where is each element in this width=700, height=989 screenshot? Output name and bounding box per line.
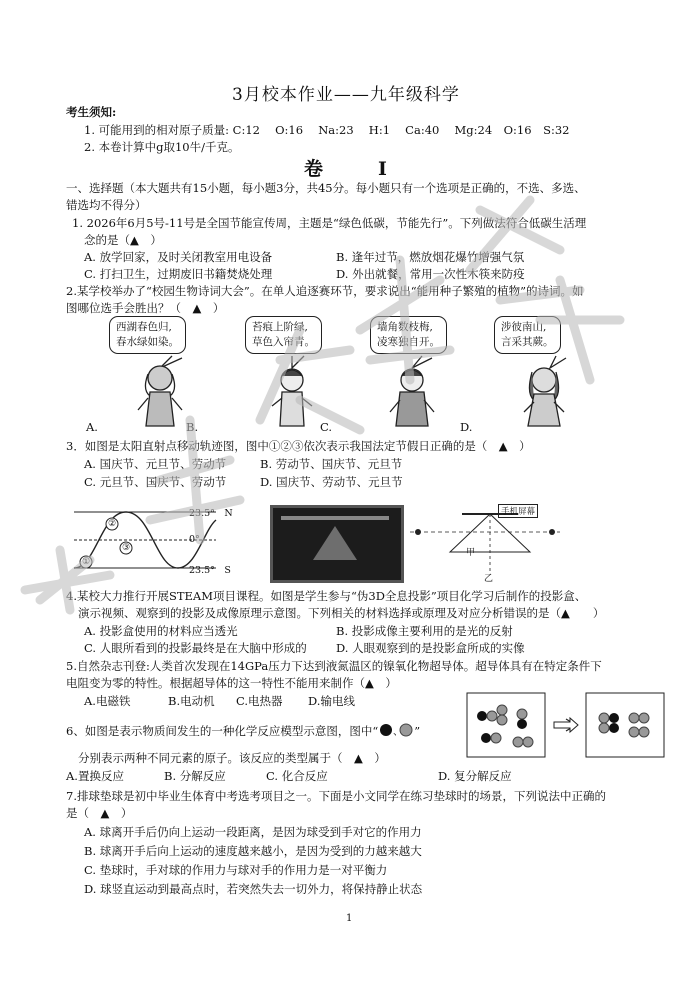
- q2-stem-cont: 图哪位选手会胜出？（ ▲ ）: [66, 301, 225, 315]
- reaction-model-diagram: [466, 692, 666, 758]
- q2-bubble-a-line2: 春水绿如染。: [116, 336, 179, 348]
- q5-option-d: D.输电线: [308, 694, 355, 708]
- q2-bubble-a-line1: 西湖春色归,: [116, 321, 172, 333]
- marker-1: ①: [82, 557, 91, 567]
- notice-line-2: 2. 本卷计算中g取10牛/千克。: [84, 140, 240, 154]
- marker-2: ②: [108, 519, 117, 529]
- q7-stem-cont: 是（ ▲ ）: [66, 806, 133, 820]
- q2-students-illustration: [60, 350, 660, 430]
- q3-option-b: B. 劳动节、国庆节、元旦节: [260, 457, 403, 471]
- volume-title: 卷 I: [304, 158, 405, 180]
- student-c-figure: [390, 369, 434, 426]
- q6-option-a: A.置换反应: [66, 769, 124, 783]
- equator-label: 0°: [189, 534, 200, 545]
- q2-bubble-d-line1: 涉彼南山,: [501, 321, 547, 333]
- q2-label-c: C.: [320, 420, 333, 434]
- q4-option-a: A. 投影盒使用的材料应当透光: [84, 624, 238, 638]
- q2-bubble-c-line1: 墙角数枝梅,: [377, 321, 433, 333]
- q6-stem-text: 6、如图是表示物质间发生的一种化学反应模型示意图，图中“: [66, 724, 379, 738]
- q2-bubble-b-line2: 草色入帘青。: [252, 336, 315, 348]
- q6-option-c: C. 化合反应: [266, 769, 328, 783]
- page-title: 3月校本作业——九年级科学: [232, 85, 460, 105]
- q1-stem: 1. 2026年6月5号-11号是全国节能宣传周，主题是“绿色低碳，节能先行”。下列做法符合低碳生活理: [72, 216, 587, 230]
- q5-option-a: A.电磁铁: [84, 694, 131, 708]
- student-a-figure: [138, 366, 182, 426]
- q2-bubble-c-line2: 凌寒独自开。: [377, 336, 440, 348]
- lat-north-label: 23.5° N: [189, 508, 233, 519]
- q7-option-b: B. 球离开手后向上运动的速度越来越小，是因为受到的力越来越大: [84, 844, 422, 858]
- q2-label-d: D.: [460, 420, 473, 434]
- notice-heading: 考生须知:: [66, 105, 117, 119]
- q5-stem-cont: 电阻变为零的特性。根据超导体的这一特性不能用来制作（▲ ）: [66, 676, 397, 690]
- q6-stem: [66, 723, 420, 739]
- q7-stem: 7.排球垫球是初中毕业生体育中考选考项目之一。下面是小文同学在练习垫球时的场景，下列说法中正确的: [66, 789, 606, 803]
- q2-bubble-c: [370, 316, 447, 354]
- label-jia: 甲: [466, 548, 476, 558]
- phone-screen-label: 手机屏幕: [498, 504, 538, 518]
- marker-3: ③: [122, 543, 131, 553]
- q2-label-b: B.: [186, 420, 199, 434]
- section-heading: 一、选择题（本大题共有15小题，每小题3分，共45分。每小题只有一个选项是正确的，不选、多选、: [66, 181, 586, 195]
- q3-stem: 3．如图是太阳直射点移动轨迹图，图中①②③依次表示我国法定节假日正确的是（ ▲ ）: [66, 439, 531, 453]
- q4-option-d: D. 人眼观察到的是投影盒所成的实像: [336, 641, 525, 655]
- lat-south-label: 23.5° S: [189, 565, 231, 576]
- q2-bubble-b: [245, 316, 322, 354]
- q6-stem-cont: 分别表示两种不同元素的原子。该反应的类型属于（ ▲ ）: [78, 751, 386, 765]
- q6-option-d: D. 复分解反应: [438, 769, 512, 783]
- q2-bubble-d: [494, 316, 561, 354]
- student-b-figure: [272, 369, 312, 426]
- q1-option-d: D. 外出就餐，常用一次性木筷来防疫: [336, 267, 525, 281]
- q5-stem: 5.自然杂志刊登:人类首次发现在14GPa压力下达到液氮温区的镍氧化物超导体。超导体具有在特定条件下: [66, 659, 602, 673]
- q1-option-b: B. 逢年过节，燃放烟花爆竹增强气氛: [336, 250, 525, 264]
- q6-option-b: B. 分解反应: [164, 769, 226, 783]
- q4-option-b: B. 投影成像主要利用的是光的反射: [336, 624, 513, 638]
- notice-line-1: 1. 可能用到的相对原子质量: C:12 O:16 Na:23 H:1 Ca:40 Mg:24 O:16 S:32: [84, 123, 570, 137]
- q3-option-a: A. 国庆节、元旦节、劳动节: [84, 457, 227, 471]
- q3-option-c: C. 元旦节、国庆节、劳动节: [84, 475, 227, 489]
- q2-bubble-d-line2: 言采其蕨。: [501, 336, 554, 348]
- q1-option-a: A. 放学回家，及时关闭教室用电设备: [84, 250, 273, 264]
- page-number: 1: [346, 913, 353, 924]
- svg-text:、: 、: [393, 727, 404, 737]
- q1-stem-cont: 念的是（▲ ）: [84, 233, 162, 247]
- q4-stem-cont: 演示视频、观察到的投影及成像原理示意图。下列相关的材料选择或原理及对应分析错误的是（▲ ）: [78, 606, 605, 620]
- q4-stem: 4.某校大力推行开展STEAM项目课程。如图是学生参与“伪3D全息投影”项目化学习后制作的投影盒、: [66, 589, 587, 603]
- q7-option-c: C. 垫球时，手对球的作用力与球对手的作用力是一对平衡力: [84, 863, 388, 877]
- q2-stem: 2.某学校举办了“校园生物诗词大会”。在单人追逐赛环节，要求说出“能用种子繁殖的植物”的诗词。如: [66, 284, 584, 298]
- section-heading-cont: 错选均不得分）: [66, 198, 147, 212]
- atom-legend-icon: [378, 723, 414, 737]
- q2-label-a: A.: [86, 420, 98, 434]
- q4-option-c: C. 人眼所看到的投影最终是在大脑中形成的: [84, 641, 307, 655]
- q7-option-a: A. 球离开手后仍向上运动一段距离，是因为球受到手对它的作用力: [84, 825, 422, 839]
- label-yi: 乙: [484, 574, 494, 584]
- q2-bubble-b-line1: 苔痕上阶绿,: [252, 321, 308, 333]
- student-d-figure: [524, 368, 564, 426]
- q5-option-b: B.电动机: [168, 694, 215, 708]
- q1-option-c: C. 打扫卫生，过期废旧书籍焚烧处理: [84, 267, 273, 281]
- q6-stem-text-end: ”: [414, 724, 421, 738]
- q2-bubble-a: [109, 316, 186, 354]
- q7-option-d: D. 球竖直运动到最高点时，若突然失去一切外力，将保持静止状态: [84, 882, 423, 896]
- q3-option-d: D. 国庆节、劳动节、元旦节: [260, 475, 403, 489]
- q5-option-c: C.电热器: [236, 694, 283, 708]
- projection-box-photo: [270, 505, 404, 583]
